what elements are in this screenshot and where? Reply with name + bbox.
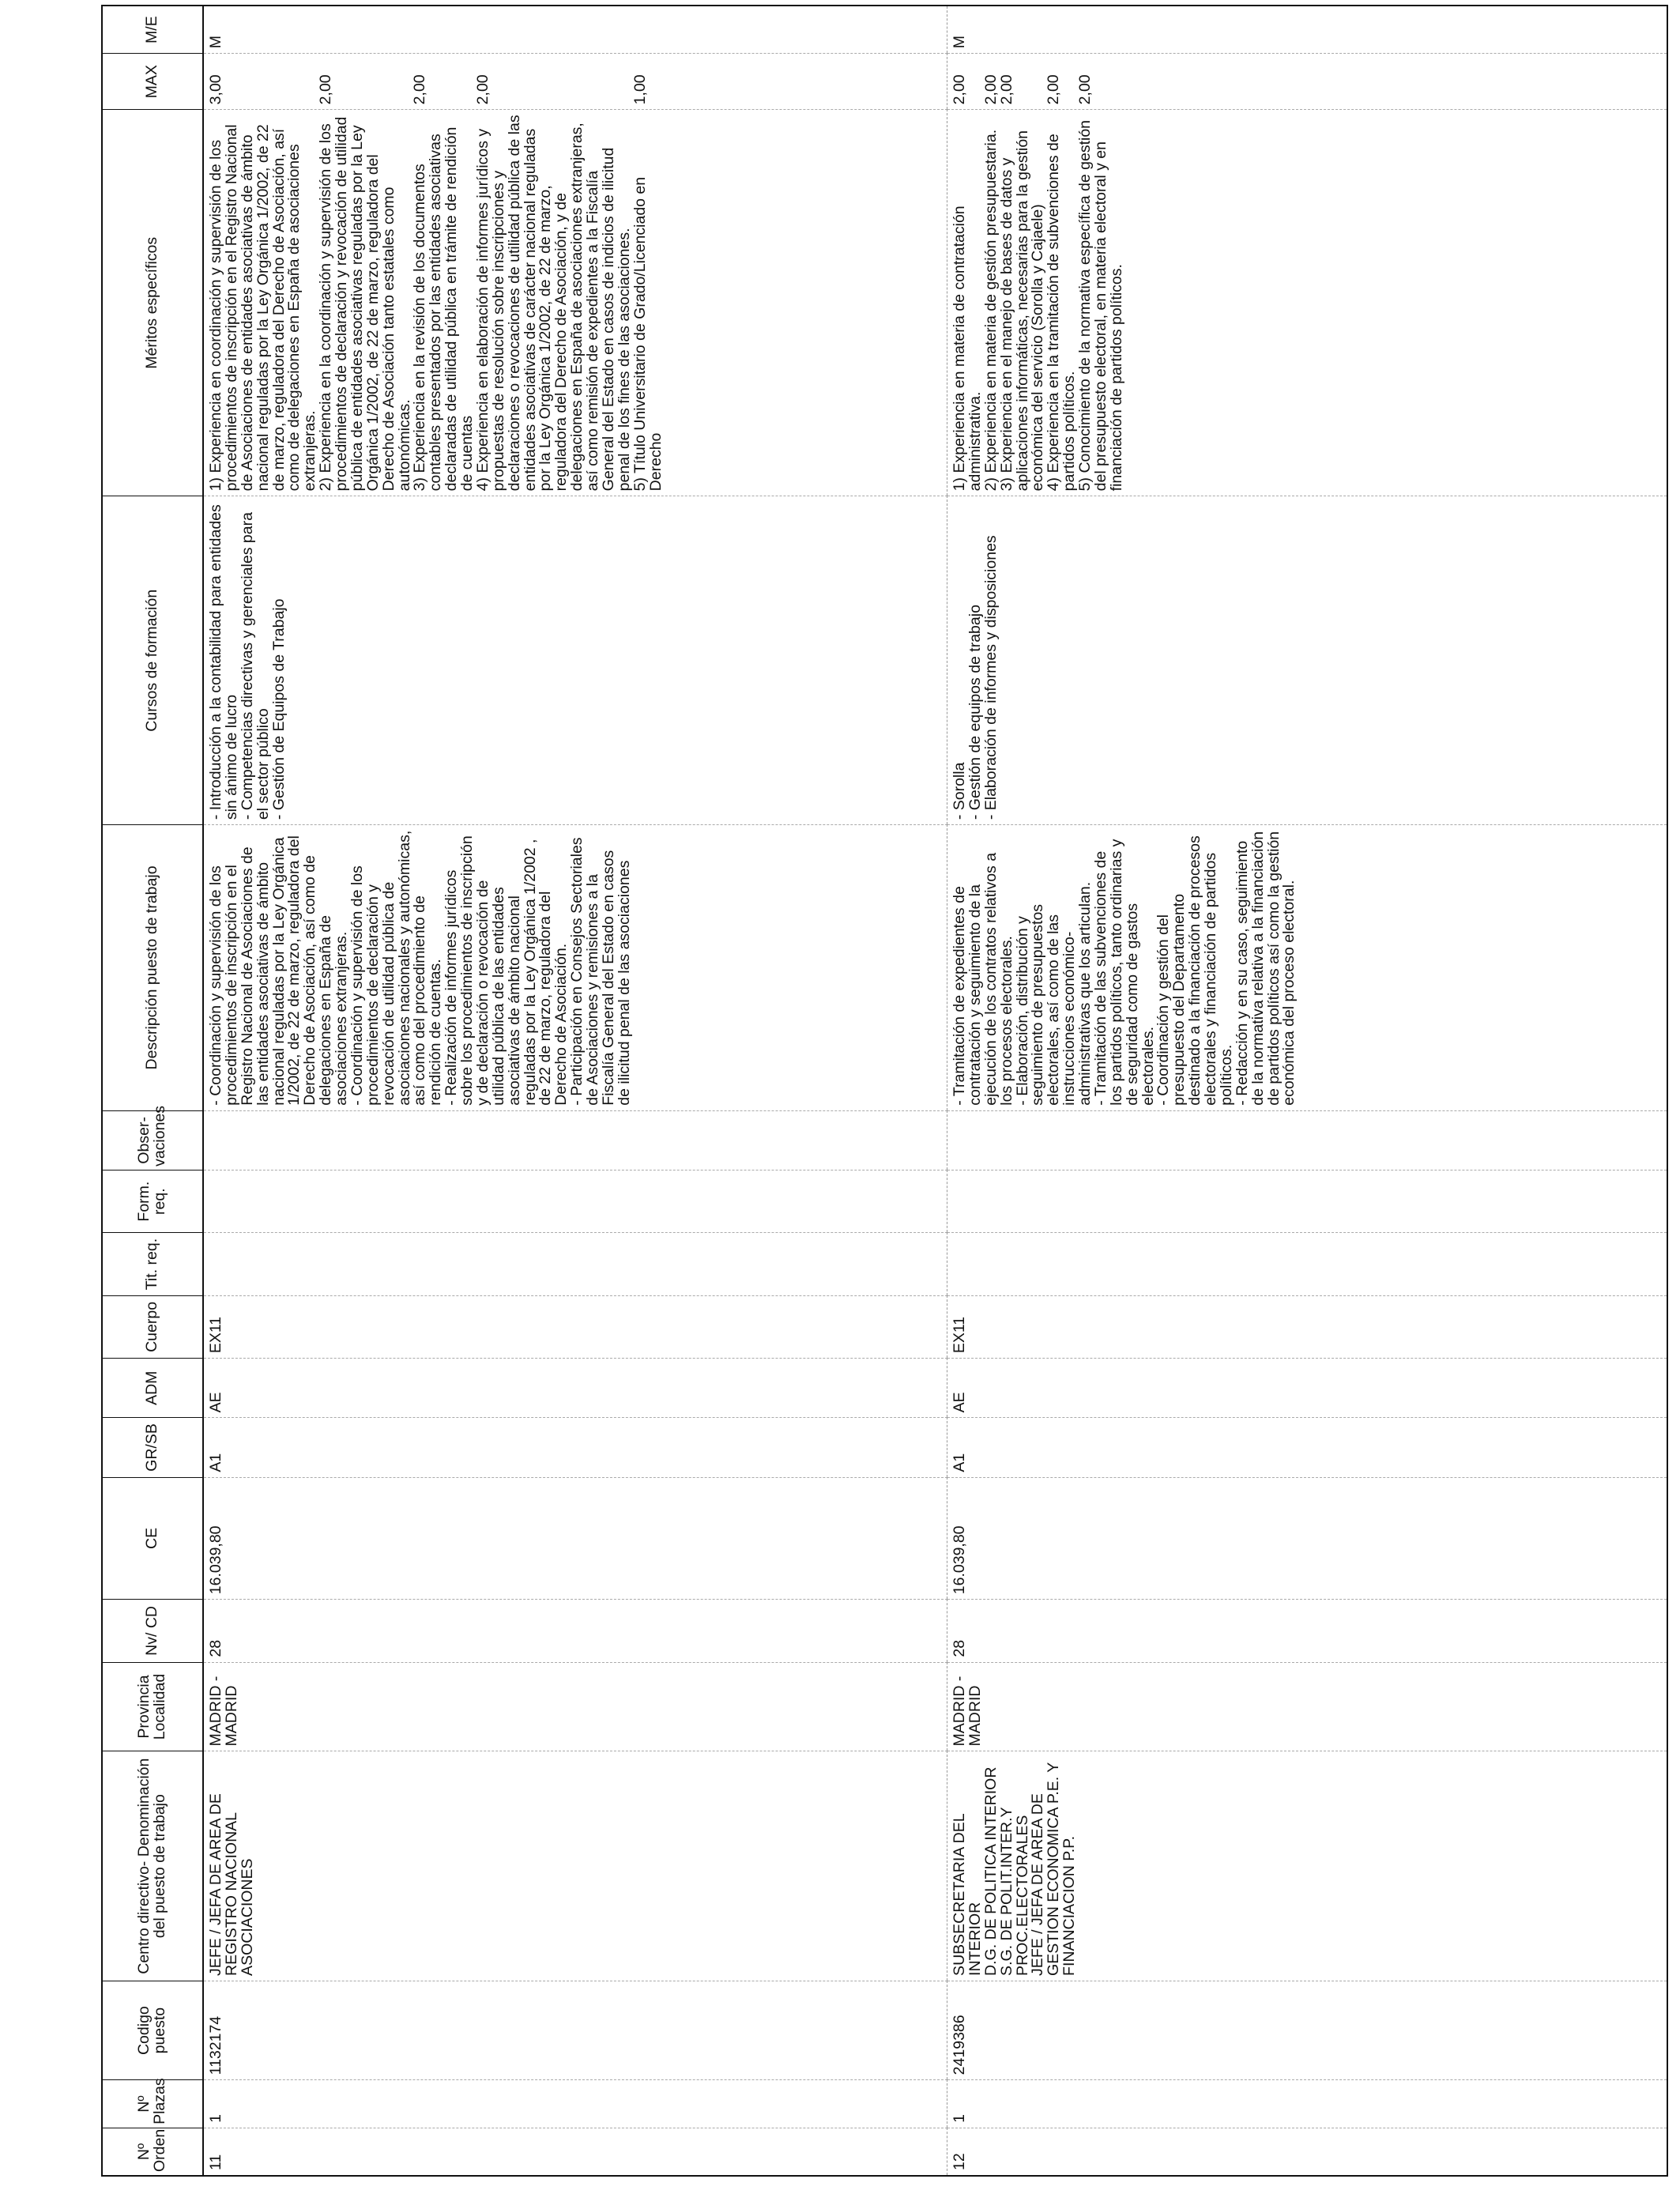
header-form: Form. req. [102, 1170, 203, 1232]
header-me: M/E [102, 6, 203, 54]
header-codigo: Codigo puesto [102, 1981, 203, 2079]
merit-item: 2) Experiencia en materia de gestión presupuestaria. [981, 129, 1000, 492]
cell-meritos [203, 110, 947, 496]
max-value: 2,00 [410, 74, 428, 105]
max-value: 2,00 [1044, 74, 1062, 105]
cell-ce: 16.039,80 [947, 1477, 1668, 1600]
header-cursos: Cursos de formación [102, 496, 203, 825]
cell-grsb: A1 [947, 1418, 1668, 1477]
cell-me: M [203, 6, 947, 54]
header-tit: Tit. req. [102, 1233, 203, 1295]
max-value: 2,00 [1075, 74, 1094, 105]
max-value: 2,00 [981, 74, 1000, 105]
header-provincia: Provincia Localidad [102, 1662, 203, 1751]
cell-tit [203, 1233, 947, 1295]
max-value: 2,00 [997, 74, 1015, 105]
cell-cuerpo: EX11 [947, 1295, 1668, 1358]
cell-cursos: - Sorolla - Gestión de equipos de trabajo - Elaboración de informes y disposiciones [947, 496, 1668, 825]
cell-obs [203, 1110, 947, 1170]
merit-item: 1) Experiencia en coordinación y supervisión de los procedimientos de inscripción en el Registro Nacional de Asociaciones de entidades asociativas de ámbito nacional reguladas por la Ley Orgánica 1/2002, de 22 de marzo, reguladora del Derecho de Asociación, así como de delegaciones en España de asociaciones extranjeras. [207, 124, 319, 492]
cell-form [203, 1170, 947, 1232]
cell-centro [947, 1751, 1668, 1981]
cell-orden: 11 [203, 2128, 947, 2176]
header-meritos: Méritos específicos [102, 110, 203, 496]
merit-item: 3) Experiencia en la revisión de los documentos contables presentados por las entidades asociativas declaradas de utilidad pública en trámite de rendición de cuentas [411, 126, 476, 492]
header-plazas: Nº Plazas [102, 2080, 203, 2128]
cell-cursos: - Introducción a la contabilidad para entidades sin ánimo de lucro - Competencias directivas y gerenciales para el sector público - Gestión de Equipos de Trabajo [203, 496, 947, 825]
header-ce: CE [102, 1477, 203, 1600]
cell-me: M [947, 6, 1668, 54]
cell-adm: AE [203, 1359, 947, 1418]
cell-plazas: 1 [203, 2080, 947, 2128]
cell-orden: 12 [947, 2128, 1668, 2176]
max-value: 2,00 [473, 74, 492, 105]
cell-codigo: 1132174 [203, 1981, 947, 2079]
centro-subdireccion: S.G. DE POLIT.INTER.Y PROC.ELECTORALES [997, 1807, 1031, 1976]
cell-provincia: MADRID - MADRID [947, 1662, 1668, 1751]
cell-nvcd: 28 [203, 1600, 947, 1662]
table-row [203, 6, 947, 2176]
centro-directivo-header: SUBSECRETARIA DEL INTERIOR D.G. DE POLITICA INTERIOR [951, 1766, 1000, 1976]
cell-adm: AE [947, 1359, 1668, 1418]
positions-table [101, 5, 1668, 2177]
cell-max [203, 54, 947, 110]
merit-item: 1) Experiencia en materia de contratación administrativa. [951, 205, 984, 492]
merit-item: 5) Conocimiento de la normativa específica de gestión del presupuesto electoral, en materia electoral y en financiación de partidos políticos. [1076, 119, 1125, 492]
max-value: 2,00 [951, 74, 968, 105]
cell-max [947, 54, 1668, 110]
cell-codigo: 2419386 [947, 1981, 1668, 2079]
cell-tit [947, 1233, 1668, 1295]
cell-centro: JEFE / JEFA DE AREA DE REGISTRO NACIONAL ASOCIACIONES [203, 1751, 947, 1981]
header-cuerpo: Cuerpo [102, 1295, 203, 1358]
cell-plazas: 1 [947, 2080, 1668, 2128]
max-value: 2,00 [316, 74, 334, 105]
merit-item: 5) Título Universitario de Grado/Licenciado en Derecho [631, 176, 665, 492]
cell-provincia: MADRID - MADRID [203, 1662, 947, 1751]
cell-grsb: A1 [203, 1418, 947, 1477]
cell-descripcion: - Coordinación y supervisión de los procedimientos de inscripción en el Registro Nacional de Asociaciones de las entidades asociativas de ámbito nacional reguladas por la Ley Orgánica 1/2002, de 22 de marzo, reguladora del Derecho de Asociación, así como de delegaciones en España de asociaciones extranjeras. - Coordinación y supervisión de los procedimientos de declaración y revocación de utilidad pública de asociaciones nacionales y autonómicas, así como del procedimiento de rendición de cuentas. - Realización de informes jurídicos sobre los procedimientos de inscripción y de declaración o revocación de utilidad pública de las entidades asociativas de ámbito nacional reguladas por la Ley Orgánica 1/2002 , de 22 de marzo, reguladora del Derecho de Asociación. - Participación en Consejos Sectoriales de Asociaciones y remisiones a la Fiscalía General del Estado en casos de ilicitud penal de las asociaciones [203, 825, 947, 1111]
header-orden: Nº Orden [102, 2128, 203, 2176]
header-grsb: GR/SB [102, 1418, 203, 1477]
merit-item: 2) Experiencia en la coordinación y supervisión de los procedimientos de declaración y revocación de utilidad pública de entidades asociativas reguladas por la Ley Orgánica 1/2002, de 22 de marzo, reguladora del Derecho de Asociación tanto estatales como autonómicas. [317, 116, 413, 492]
merit-item: 4) Experiencia en elaboración de informes jurídicos y propuestas de resolución sobre inscripciones y declaraciones o revocaciones de utilidad pública de las entidades asociativas de carácter nacional reguladas por la Ley Orgánica 1/2002, de 22 de marzo, reguladora del Derecho de Asociación, y de delegaciones en España de asociaciones extranjeras, así como remisión de expedientes a la Fiscalía General del Estado en casos de indicios de ilicitud penal de los fines de las asociaciones. [473, 115, 633, 492]
header-descripcion: Descripción puesto de trabajo [102, 825, 203, 1111]
header-row [102, 6, 203, 2176]
cell-meritos [947, 110, 1668, 496]
max-value: 1,00 [631, 74, 649, 105]
centro-puesto: JEFE / JEFA DE AREA DE GESTION ECONOMICA P.E. Y FINANCIACION P.P. [1029, 1762, 1079, 1976]
header-nvcd: Nv/ CD [102, 1600, 203, 1662]
table-row [947, 6, 1668, 2176]
max-value: 3,00 [207, 74, 224, 105]
merit-item: 4) Experiencia en la tramitación de subvenciones de partidos políticos. [1045, 134, 1079, 492]
cell-form [947, 1170, 1668, 1232]
header-adm: ADM [102, 1359, 203, 1418]
cell-obs [947, 1110, 1668, 1170]
cell-descripcion: - Tramitación de expedientes de contratación y seguimiento de la ejecución de los contratos relativos a los procesos electorales. - Elaboración, distribución y seguimiento de presupuestos electorales, así como de las instrucciones económico-administrativas que los articulan. - Tramitación de las subvenciones de los partidos políticos, tanto ordinarias y de seguridad como de gastos electorales. - Coordinación y gestión del presupuesto del Departamento destinado a la financiación de procesos electorales y financiación de partidos políticos. - Redacción y en su caso, seguimiento de la normativa relativa a la financiación de partidos políticos así como la gestión económica del proceso electoral. [947, 825, 1668, 1111]
merit-item: 3) Experiencia en el manejo de bases de datos y aplicaciones informáticas, necesarias para la gestión económica del servicio (Sorolla y Cajaele) [997, 130, 1047, 492]
cell-ce: 16.039,80 [203, 1477, 947, 1600]
cell-cuerpo: EX11 [203, 1295, 947, 1358]
header-obs: Obser- vaciones [102, 1110, 203, 1170]
header-centro: Centro directivo- Denominación del puesto de trabajo [102, 1751, 203, 1981]
header-max: MAX [102, 54, 203, 110]
cell-nvcd: 28 [947, 1600, 1668, 1662]
